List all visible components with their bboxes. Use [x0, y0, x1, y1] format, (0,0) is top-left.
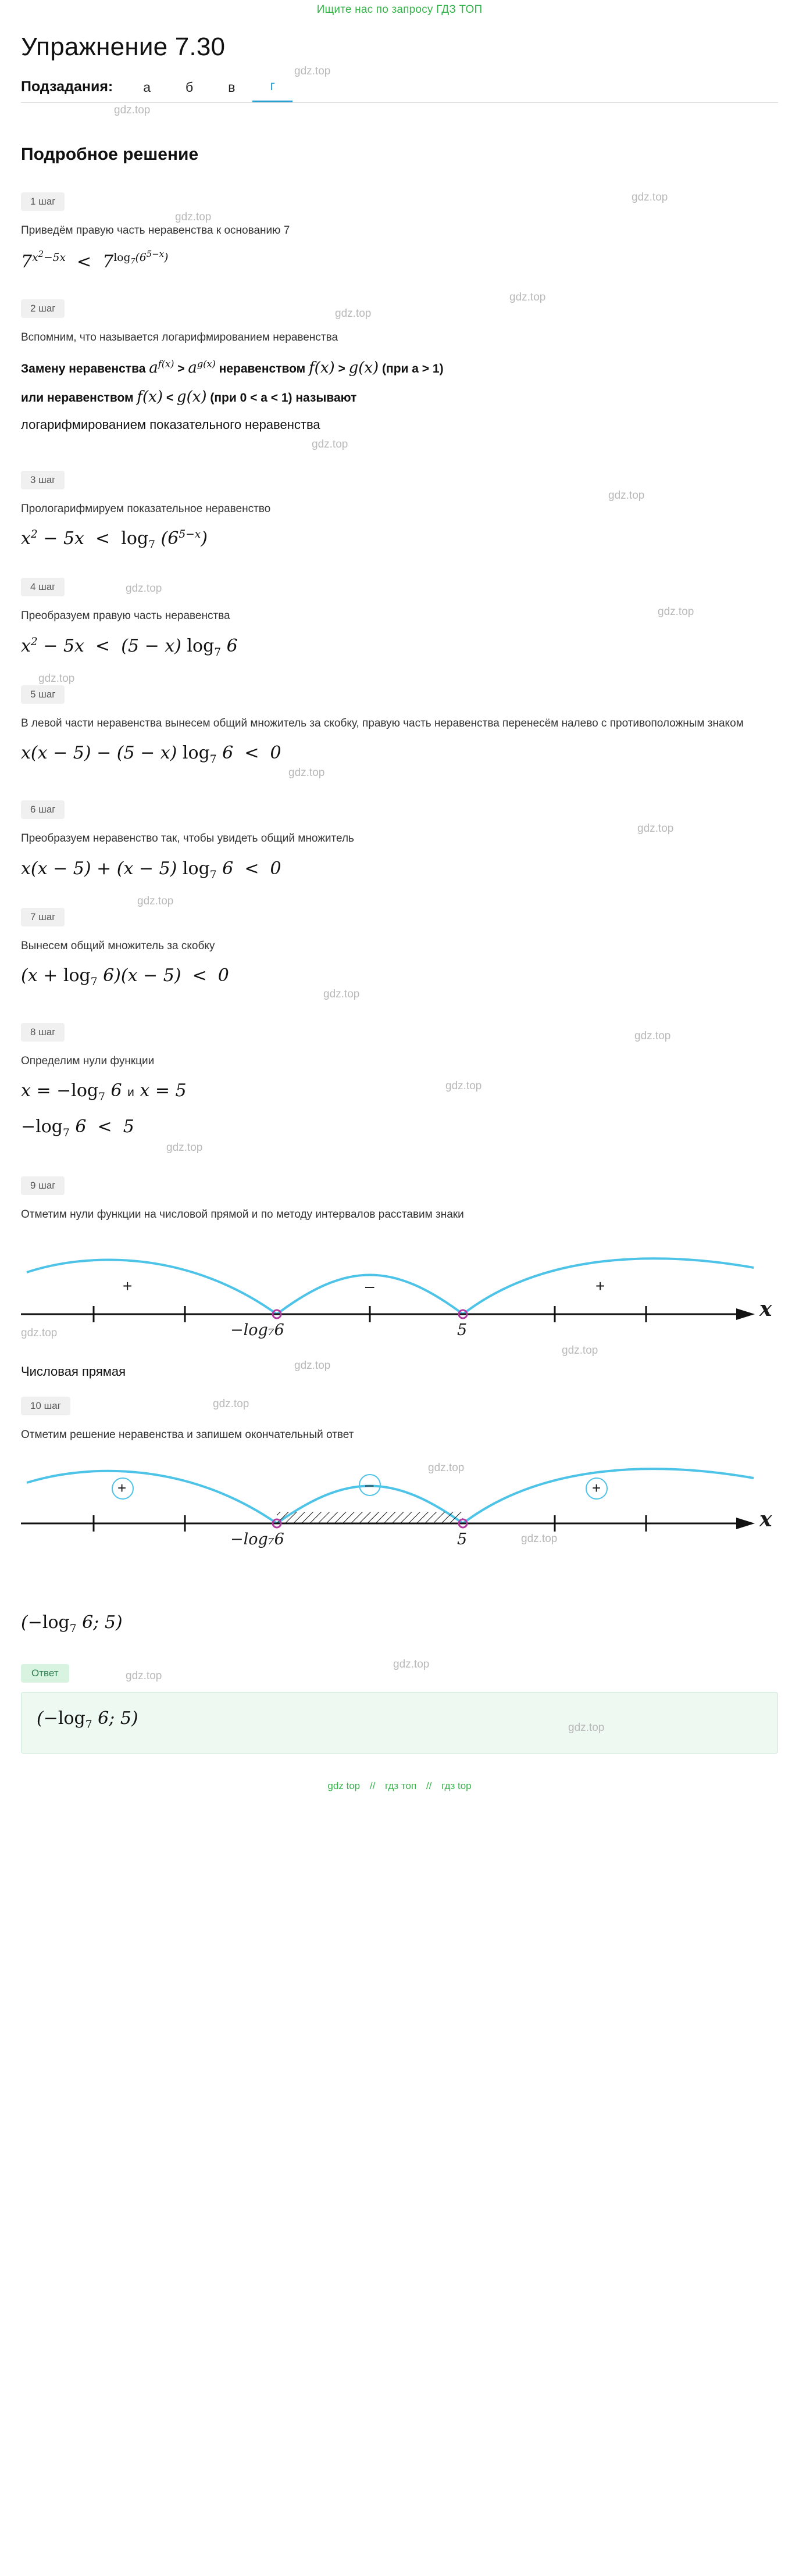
subtask-tab-v[interactable]: в	[228, 80, 236, 95]
step-description: Приведём правую часть неравенства к основанию 7	[21, 224, 290, 237]
watermark: gdz.top	[509, 291, 546, 303]
footer	[21, 1780, 778, 1792]
step-3	[21, 453, 778, 553]
sign-curve-left	[27, 1471, 277, 1523]
number-line-diagram-2	[21, 1458, 778, 1575]
number-line-svg-2	[21, 1458, 783, 1563]
step-badge: 9 шаг	[21, 1176, 65, 1195]
step-9	[21, 1159, 778, 1379]
step-8	[21, 1006, 778, 1159]
root-label-left: −log₇6	[230, 1530, 284, 1549]
watermark: gdz.top	[137, 895, 174, 907]
answer-badge: Ответ	[21, 1664, 69, 1683]
subtask-tab-b[interactable]: б	[186, 80, 194, 95]
rule-conclusion: логарифмированием показательного неравенства	[21, 417, 320, 432]
rule-part: (при a > 1)	[382, 362, 444, 376]
solution-hatch-region	[277, 1512, 463, 1523]
step-description: Отметим решение неравенства и запишем окончательный ответ	[21, 1428, 354, 1441]
step-formula: x(x − 5) − (5 − x) $\log_7 6 < 0$	[21, 743, 281, 766]
footer-separator: //	[369, 1780, 376, 1792]
top-banner	[0, 0, 799, 19]
step-description: Преобразуем правую часть неравенства	[21, 610, 230, 622]
watermark-row-4	[21, 988, 778, 1006]
watermark: gdz.top	[521, 1533, 558, 1545]
watermark-row-3	[21, 767, 778, 783]
step-badge: 10 шаг	[21, 1397, 70, 1415]
sign-curve-left	[27, 1260, 277, 1314]
step-badge: 7 шаг	[21, 908, 65, 926]
number-line-svg-1	[21, 1239, 783, 1349]
step-formula-roots: $x = -\log_7$ 6 и x = 5	[21, 1081, 187, 1104]
watermark: gdz.top	[608, 489, 645, 502]
step-formula-compare: $-\log_7$ 6 < 5	[21, 1117, 134, 1140]
title-row	[21, 33, 778, 77]
axis-arrow	[736, 1308, 755, 1320]
subtasks-label: Подзадания:	[21, 78, 113, 95]
root-label-right: 5	[457, 1530, 468, 1549]
step-formula: $x^2 - 5x < (5 - x)$ $\log_7 6$	[21, 635, 238, 659]
watermark: gdz.top	[126, 1670, 162, 1683]
rule-part: <	[166, 391, 174, 405]
footer-separator: //	[426, 1780, 432, 1792]
top-banner-text: Ищите нас по запросу ГДЗ ТОП	[316, 3, 483, 16]
step-description: Вспомним, что называется логарифмированием неравенства	[21, 331, 338, 344]
sign-plus-right: +	[592, 1479, 601, 1497]
answer-section	[21, 1644, 778, 1754]
step-description: Вынесем общий множитель за скобку	[21, 939, 215, 952]
watermark: gdz.top	[335, 307, 372, 320]
step-description: В левой части неравенства вынесем общий множитель за скобку, правую часть неравенства перенесём налево с противоположным знаком	[21, 717, 744, 729]
watermark: gdz.top	[114, 104, 151, 116]
footer-item[interactable]: гдз топ	[385, 1780, 417, 1792]
step-1	[21, 175, 778, 275]
watermark-row-1	[21, 103, 778, 118]
answer-value: ($-\log_7$ 6; 5)	[37, 1708, 138, 1731]
watermark: gdz.top	[175, 211, 212, 223]
subtask-tabs	[21, 74, 778, 103]
subtask-tab-a[interactable]: а	[143, 80, 151, 95]
rule-part: или неравенством	[21, 391, 134, 405]
step-description: Отметим нули функции на числовой прямой и по методу интервалов расставим знаки	[21, 1208, 464, 1221]
step-badge: 4 шаг	[21, 578, 65, 596]
sign-plus-left: +	[123, 1276, 133, 1295]
page-title: Упражнение 7.30	[21, 33, 226, 61]
step-description: Определим нули функции	[21, 1054, 155, 1067]
content-area	[0, 33, 799, 1792]
sign-plus-left: +	[117, 1479, 127, 1497]
step-badge: 1 шаг	[21, 192, 65, 211]
watermark-row-5	[21, 1142, 778, 1159]
watermark: gdz.top	[166, 1142, 203, 1154]
rule-text: Замену неравенства $a^{f(x)} > a^{g(x)}$ неравенством f(x) > g(x) (при a > 1) или неравенством f(x) < g(x) (при 0 < a < 1) называют	[21, 358, 444, 406]
watermark: gdz.top	[213, 1397, 249, 1410]
answer-box	[21, 1692, 778, 1754]
watermark: gdz.top	[323, 988, 360, 1000]
step-badge: 3 шаг	[21, 471, 65, 489]
sign-curve-right	[463, 1258, 754, 1314]
footer-item[interactable]: гдз top	[441, 1780, 472, 1792]
sign-plus-right: +	[595, 1276, 605, 1295]
section-title: Подробное решение	[21, 145, 199, 164]
sign-minus-middle: –	[365, 1476, 374, 1494]
watermark: gdz.top	[126, 582, 162, 595]
step-formula: x(x − 5) + (x − 5) $\log_7 6 < 0$	[21, 858, 281, 881]
root-label-left: −log₇6	[230, 1321, 284, 1339]
step-4	[21, 560, 778, 660]
watermark: gdz.top	[38, 672, 75, 685]
watermark: gdz.top	[294, 1359, 331, 1372]
axis-arrow	[736, 1518, 755, 1529]
step-2	[21, 282, 778, 453]
step-6	[21, 783, 778, 883]
watermark: gdz.top	[634, 1029, 671, 1042]
step-description: Прологарифмируем показательное неравенство	[21, 502, 271, 515]
step-10	[21, 1379, 778, 1637]
step-5	[21, 668, 778, 783]
step-badge: 2 шаг	[21, 299, 65, 318]
step-result: ($-\log_7$ 6; 5)	[21, 1612, 123, 1636]
diagram-caption: Числовая прямая	[21, 1364, 126, 1379]
step-badge: 5 шаг	[21, 685, 65, 704]
subtask-tab-g[interactable]: г	[252, 74, 292, 102]
footer-item[interactable]: gdz top	[327, 1780, 361, 1792]
watermark: gdz.top	[393, 1658, 430, 1671]
watermark: gdz.top	[312, 438, 348, 450]
step-formula: $x^2 - 5x < \log_7 (6^{5-x})$	[21, 528, 208, 552]
root-label-right: 5	[457, 1321, 468, 1339]
step-badge: 8 шаг	[21, 1023, 65, 1042]
caption-row	[21, 1359, 778, 1379]
watermark: gdz.top	[637, 822, 674, 835]
rule-part: (при 0 < a < 1) называют	[210, 391, 357, 405]
step-description: Преобразуем неравенство так, чтобы увидеть общий множитель	[21, 832, 354, 845]
step-formula: $7^{x^2-5x} < 7^{log_7(6^{5-x})}$	[21, 248, 169, 272]
watermark: gdz.top	[568, 1722, 605, 1734]
watermark: gdz.top	[428, 1462, 465, 1475]
watermark: gdz.top	[288, 767, 325, 779]
watermark: gdz.top	[21, 1326, 58, 1339]
sign-curve-right	[463, 1469, 754, 1523]
step-formula: $(x + \log_7 6)(x - 5) < 0$	[21, 965, 229, 989]
watermark: gdz.top	[658, 606, 694, 618]
rule-part: Замену неравенства	[21, 362, 146, 376]
number-line-diagram-1	[21, 1239, 778, 1357]
watermark: gdz.top	[294, 65, 331, 77]
sign-minus-middle: –	[365, 1276, 374, 1295]
rule-part: >	[338, 362, 345, 376]
watermark-row-2	[21, 432, 778, 453]
watermark: gdz.top	[562, 1344, 598, 1357]
rule-part: >	[177, 362, 185, 376]
rule-part: неравенством	[219, 362, 306, 376]
step-7	[21, 890, 778, 1006]
axis-label-x: x	[759, 1507, 772, 1532]
watermark: gdz.top	[445, 1079, 482, 1092]
step-badge: 6 шаг	[21, 800, 65, 819]
axis-label-x: x	[759, 1296, 772, 1321]
watermark: gdz.top	[632, 191, 668, 203]
